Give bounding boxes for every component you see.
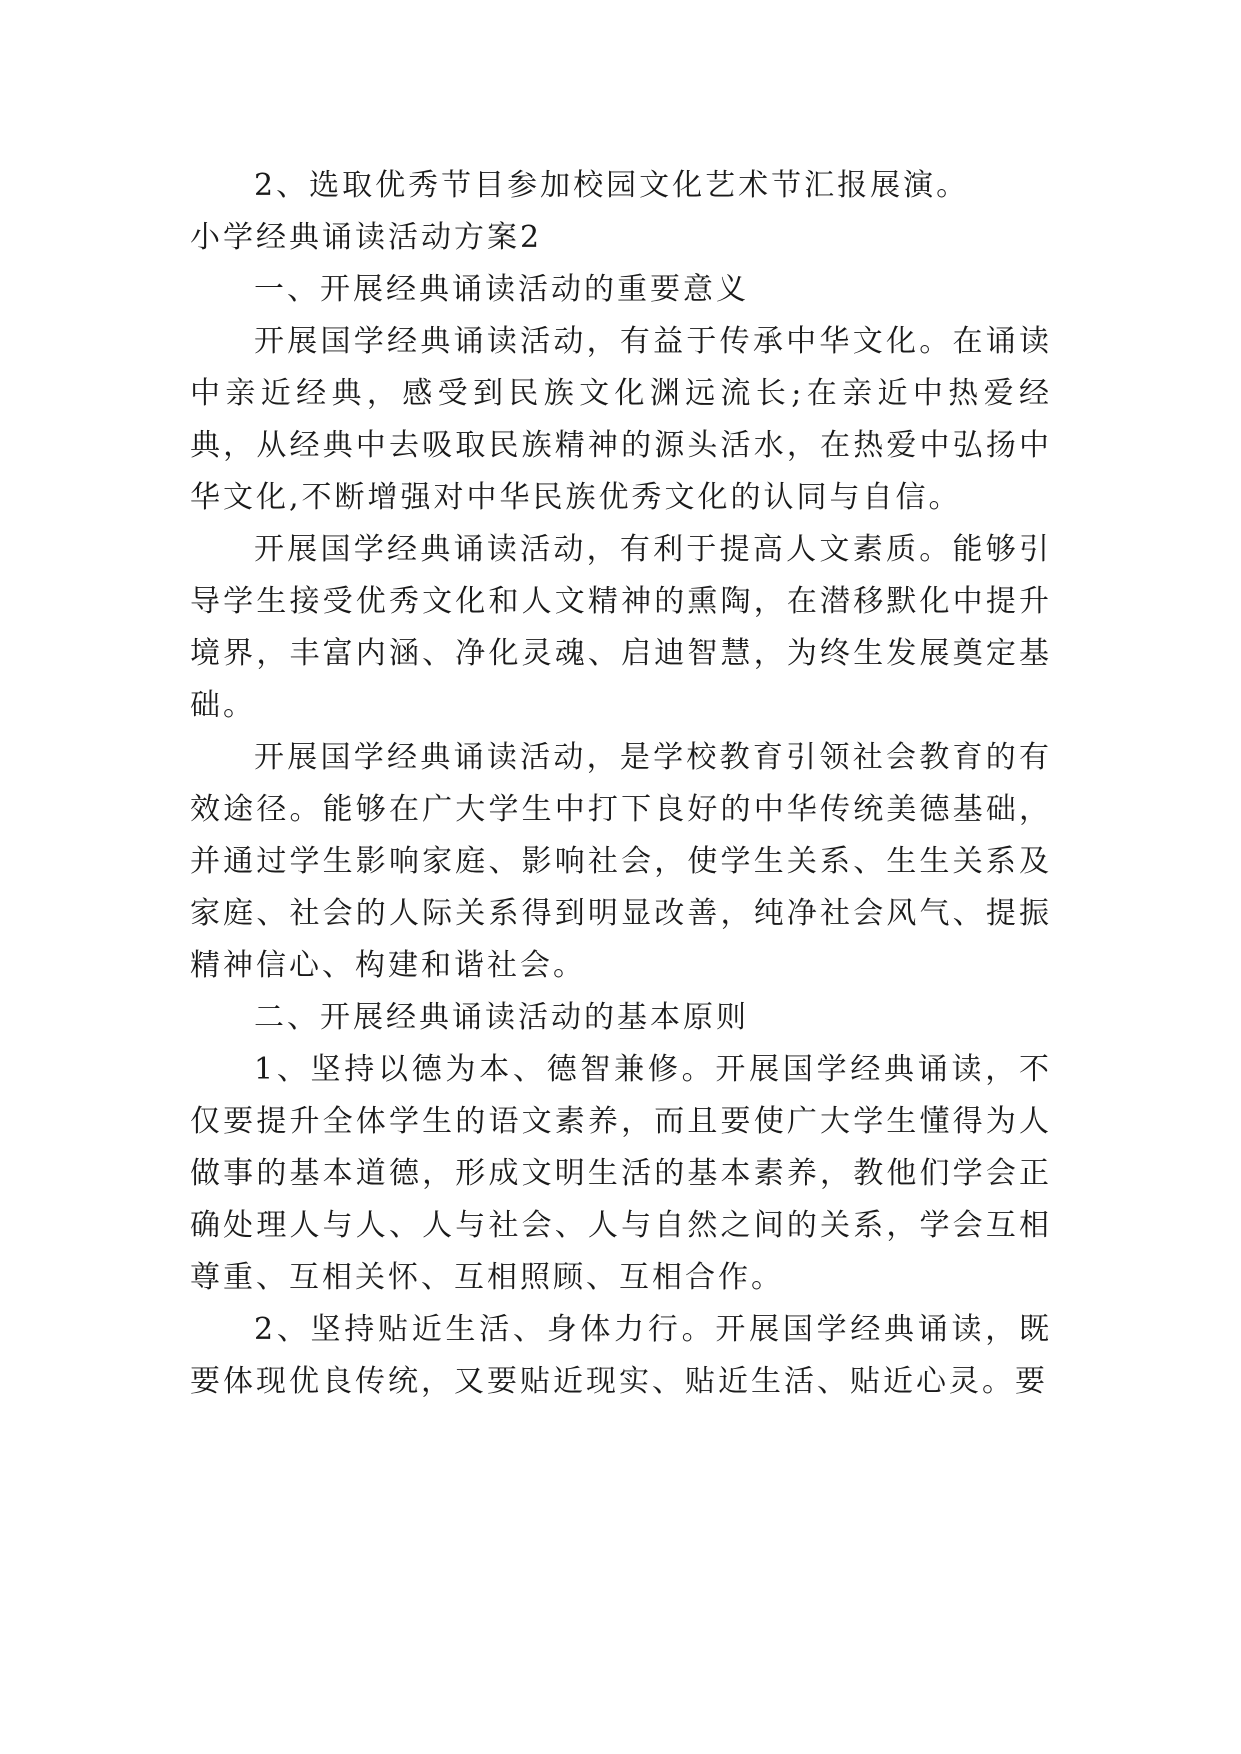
heading-basic-principles: 二、开展经典诵读活动的基本原则 xyxy=(254,1000,749,1035)
paragraph-social-education: 开展国学经典诵读活动，是学校教育引领社会教育的有效途径。能够在广大学生中打下良好的中华传统美德基础，并通过学生影响家庭、影响社会，使学生关系、生生关系及家庭、社会的人际关系得到明显改善，纯净社会风气、提振精神信心、构建和谐社会。 xyxy=(190,740,1052,983)
section-title: 小学经典诵读活动方案2 xyxy=(190,220,543,255)
paragraph-humanistic-quality: 开展国学经典诵读活动，有利于提高人文素质。能够引导学生接受优秀文化和人文精神的熏陶，在潜移默化中提升境界，丰富内涵、净化灵魂、启迪智慧，为终生发展奠定基础。 xyxy=(190,532,1052,723)
paragraph-principle-2: 2、坚持贴近生活、身体力行。开展国学经典诵读，既要体现优良传统，又要贴近现实、贴近生活、贴近心灵。要 xyxy=(190,1312,1052,1399)
paragraph-item-2-program-selection: 2、选取优秀节目参加校园文化艺术节汇报展演。 xyxy=(254,168,970,203)
paragraph-principle-1: 1、坚持以德为本、德智兼修。开展国学经典诵读，不仅要提升全体学生的语文素养，而且要使广大学生懂得为人做事的基本道德，形成文明生活的基本素养，教他们学会正确处理人与人、人与社会、人与自然之间的关系，学会互相尊重、互相关怀、互相照顾、互相合作。 xyxy=(190,1052,1052,1295)
document-body xyxy=(190,160,1052,1408)
paragraph-culture-inheritance: 开展国学经典诵读活动，有益于传承中华文化。在诵读中亲近经典，感受到民族文化渊远流长;在亲近中热爱经典，从经典中去吸取民族精神的源头活水，在热爱中弘扬中华文化,不断增强对中华民族优秀文化的认同与自信。 xyxy=(190,324,1052,515)
heading-significance: 一、开展经典诵读活动的重要意义 xyxy=(254,272,749,307)
